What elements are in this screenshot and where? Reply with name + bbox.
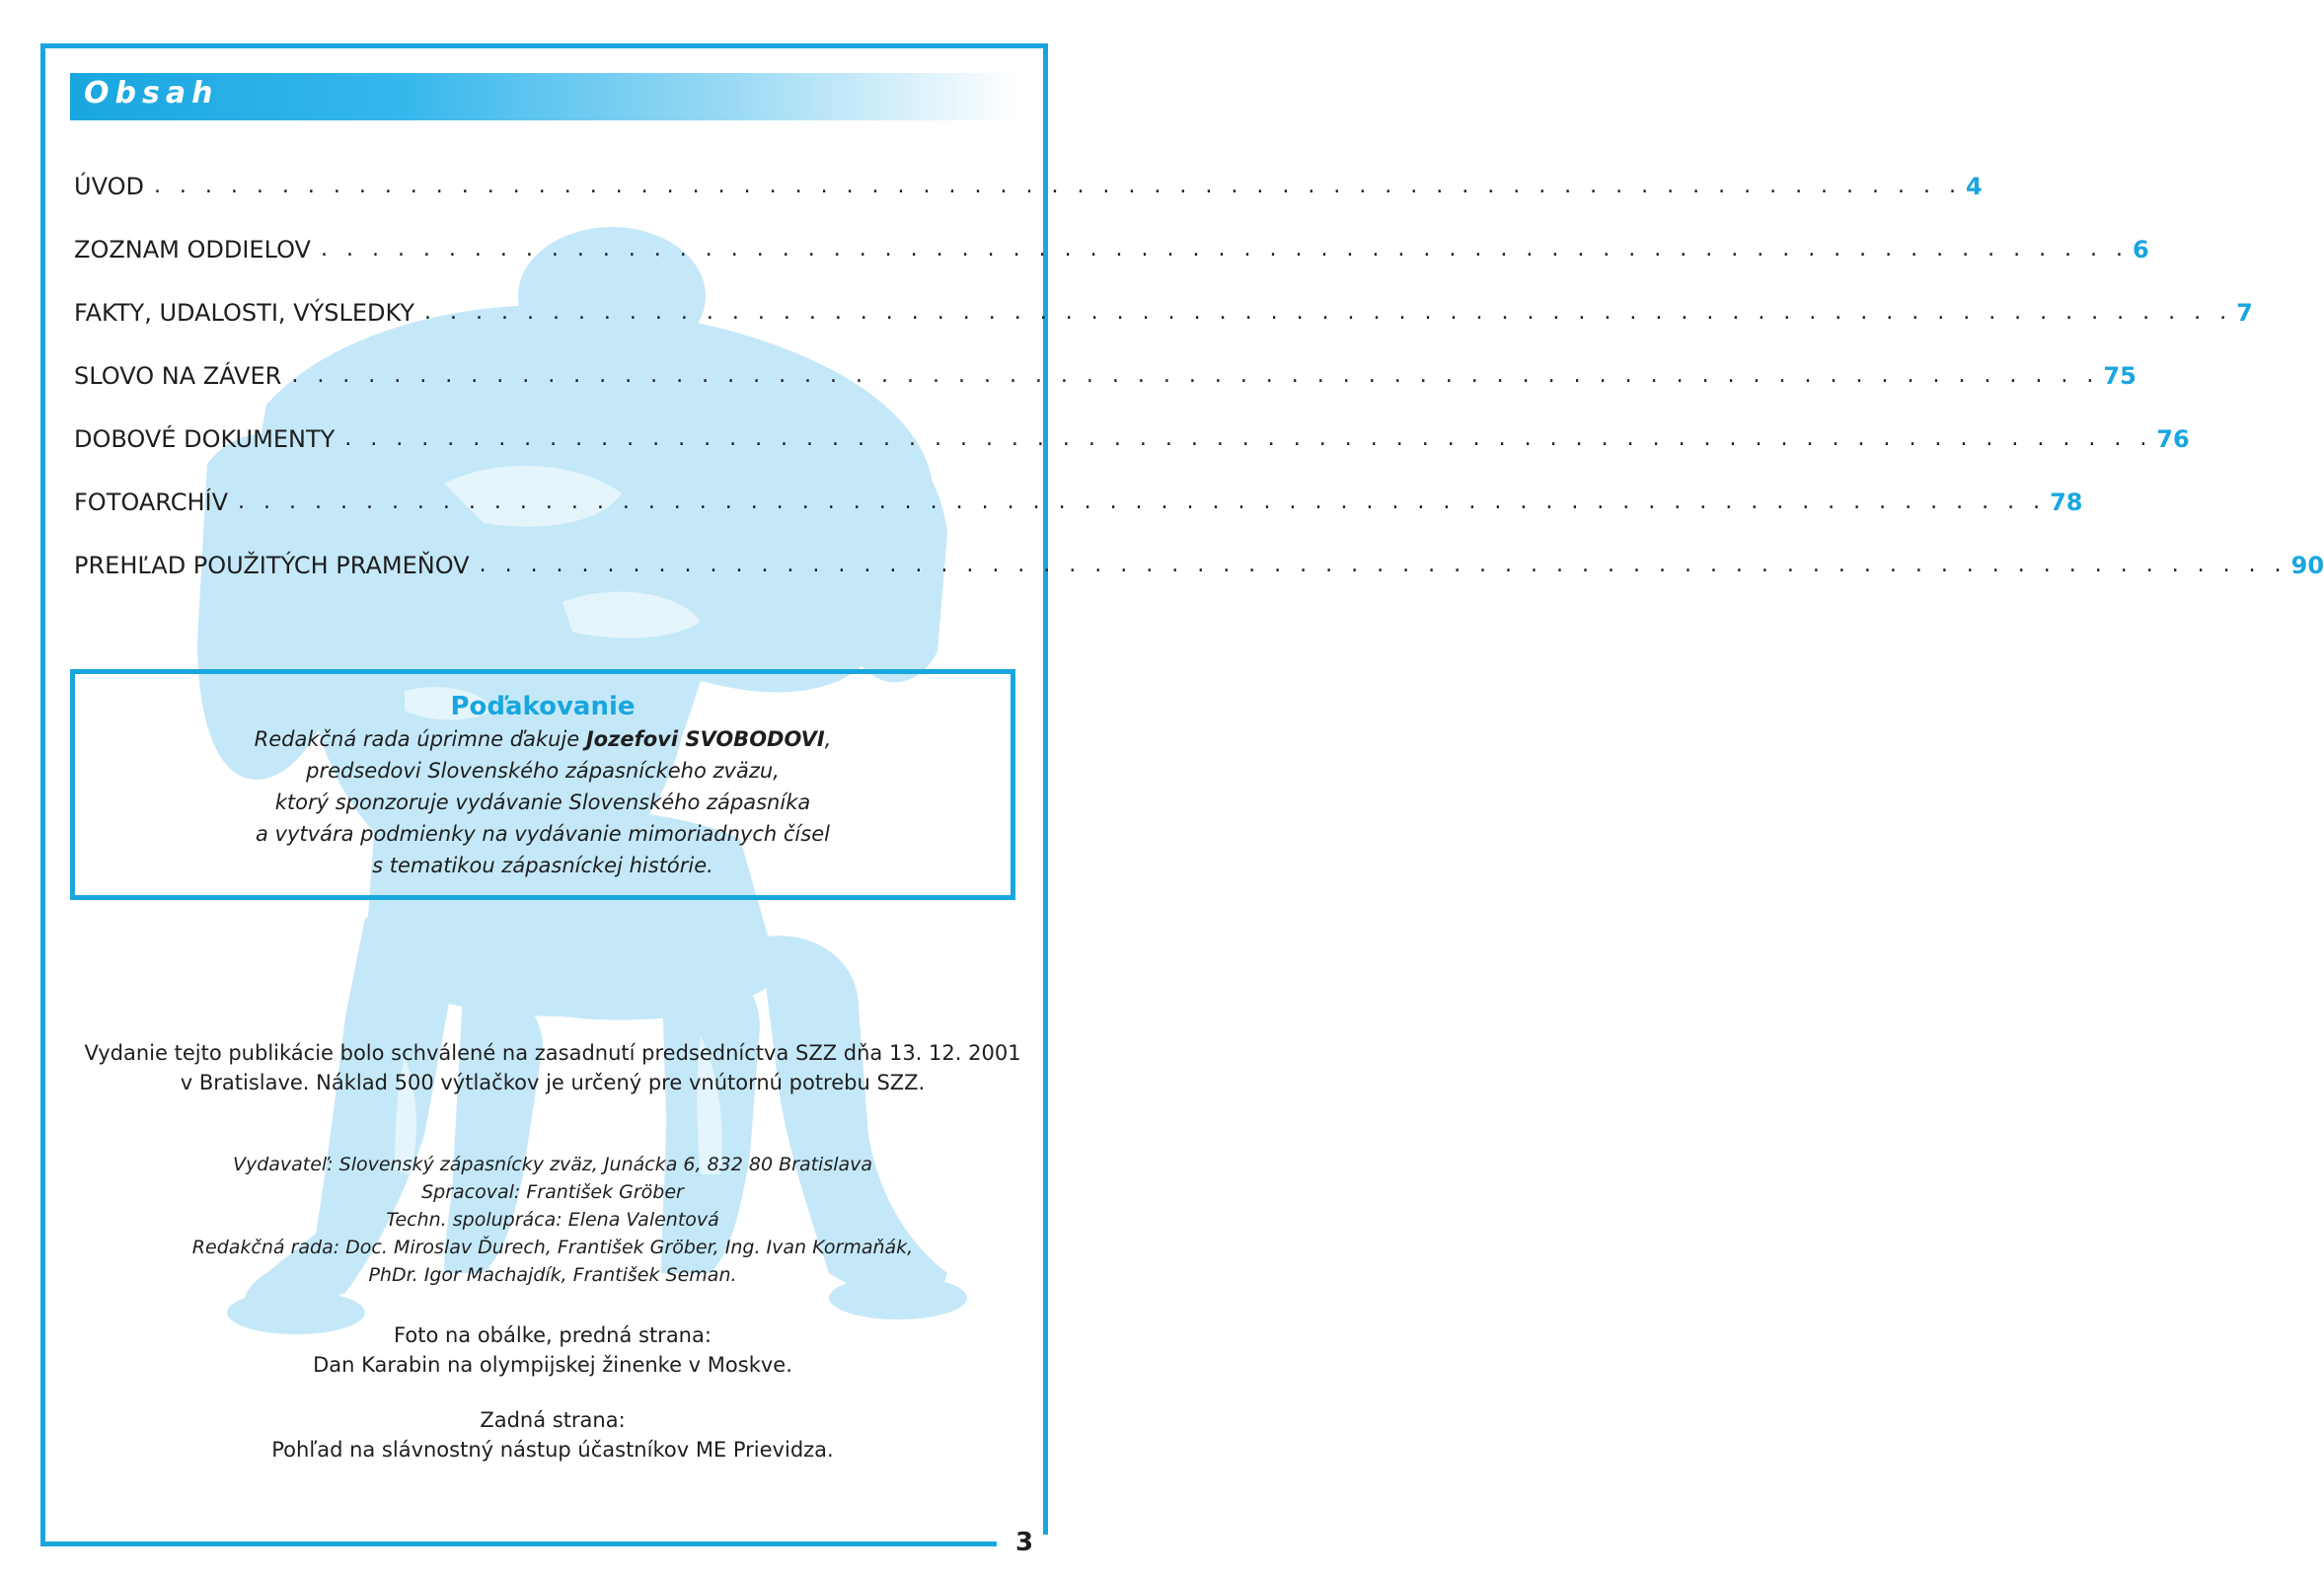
toc-entry-label: FAKTY, UDALOSTI, VÝSLEDKY — [74, 299, 415, 327]
acknowledgement-text — [75, 723, 1011, 881]
acknowledgement-prefix: Redakčná rada úprimne ďakuje — [254, 727, 586, 751]
acknowledgement-line — [75, 723, 1011, 755]
toc-entry-label: SLOVO NA ZÁVER — [74, 362, 282, 390]
acknowledged-person: Jozefovi SVOBODOVI — [585, 727, 825, 751]
back-cover-photo-caption — [59, 1405, 1046, 1465]
publication-credits — [59, 1151, 1046, 1289]
toc-entry[interactable] — [74, 264, 2253, 328]
toc-entry[interactable] — [74, 201, 2149, 264]
acknowledgement-line: a vytvára podmienky na vydávanie mimoriadnych čísel — [256, 822, 830, 846]
approval-line: Vydanie tejto publikácie bolo schválené na zasadnutí predsedníctva SZZ dňa 13. 12. 2001 — [84, 1041, 1021, 1065]
toc-leader-dots: . . . . . . . . . . . . . . . . . . . . . . . . . . . . . . . . . . . . . . . . . . . . . . . . . . . . . . . . . . . . . . . . . . . . . . . — [344, 426, 2153, 451]
toc-entry-label: PREHĽAD POUŽITÝCH PRAMEŇOV — [74, 552, 470, 579]
toc-entry[interactable] — [74, 328, 2137, 391]
toc-entry[interactable] — [74, 138, 1983, 201]
approval-line: v Bratislave. Náklad 500 výtlačkov je určený pre vnútornú potrebu SZZ. — [180, 1071, 926, 1094]
acknowledgement-line: s tematikou zápasníckej histórie. — [372, 854, 713, 877]
compiled-by-line: Spracoval: František Gröber — [421, 1181, 684, 1203]
technical-cooperation-line: Techn. spolupráca: Elena Valentová — [386, 1209, 719, 1231]
acknowledgement-box — [70, 669, 1015, 900]
acknowledgement-title: Poďakovanie — [450, 692, 636, 721]
toc-entry-label: ÚVOD — [74, 173, 144, 200]
toc-page-number: 7 — [2236, 299, 2253, 327]
publication-approval-note — [59, 1038, 1046, 1097]
editorial-board-line: PhDr. Igor Machajdík, František Seman. — [368, 1264, 737, 1286]
table-of-contents — [74, 138, 2324, 580]
acknowledgement-suffix: , — [824, 727, 832, 751]
toc-leader-dots: . . . . . . . . . . . . . . . . . . . . . . . . . . . . . . . . . . . . . . . . . . . . . . . . . . . . . . . . . . . . . . . . . . . . . . . — [291, 363, 2100, 388]
toc-leader-dots: . . . . . . . . . . . . . . . . . . . . . . . . . . . . . . . . . . . . . . . . . . . . . . . . . . . . . . . . . . . . . . . . . . . . . . . — [153, 174, 1962, 198]
caption-heading: Foto na obálke, predná strana: — [394, 1323, 712, 1347]
editorial-board-line: Redakčná rada: Doc. Miroslav Ďurech, František Gröber, Ing. Ivan Kormaňák, — [191, 1237, 914, 1258]
toc-leader-dots: . . . . . . . . . . . . . . . . . . . . . . . . . . . . . . . . . . . . . . . . . . . . . . . . . . . . . . . . . . . . . . . . . . . . . . . — [238, 489, 2047, 514]
toc-entry[interactable] — [74, 454, 2083, 517]
caption-text: Dan Karabin na olympijskej žinenke v Moskve. — [313, 1353, 792, 1377]
publisher-line: Vydavateľ: Slovenský zápasnícky zväz, Junácka 6, 832 80 Bratislava — [232, 1154, 873, 1175]
toc-leader-dots: . . . . . . . . . . . . . . . . . . . . . . . . . . . . . . . . . . . . . . . . . . . . . . . . . . . . . . . . . . . . . . . . . . . . . . . — [479, 553, 2287, 577]
toc-page-number: 6 — [2133, 236, 2149, 263]
acknowledgement-line: predsedovi Slovenského zápasníckeho zväzu, — [306, 759, 780, 783]
toc-page-number: 78 — [2050, 489, 2083, 516]
toc-page-number: 90 — [2290, 552, 2324, 579]
contents-header-bar — [70, 73, 1017, 120]
toc-entry-label: ZOZNAM ODDIELOV — [74, 236, 311, 263]
page-number: 3 — [1014, 1528, 1034, 1557]
contents-title: Obsah — [84, 76, 219, 111]
toc-leader-dots: . . . . . . . . . . . . . . . . . . . . . . . . . . . . . . . . . . . . . . . . . . . . . . . . . . . . . . . . . . . . . . . . . . . . . . . — [424, 300, 2233, 325]
toc-entry[interactable] — [74, 517, 2324, 580]
front-cover-photo-caption — [59, 1320, 1046, 1380]
toc-entry-label: FOTOARCHÍV — [74, 489, 229, 516]
toc-leader-dots: . . . . . . . . . . . . . . . . . . . . . . . . . . . . . . . . . . . . . . . . . . . . . . . . . . . . . . . . . . . . . . . . . . . . . . . — [320, 237, 2130, 262]
toc-entry[interactable] — [74, 391, 2190, 454]
acknowledgement-line: ktorý sponzoruje vydávanie Slovenského zápasníka — [274, 790, 811, 814]
toc-page-number: 4 — [1965, 173, 1983, 200]
toc-entry-label: DOBOVÉ DOKUMENTY — [74, 425, 336, 453]
caption-heading: Zadná strana: — [480, 1408, 626, 1432]
caption-text: Pohľad na slávnostný nástup účastníkov ME Prievidza. — [271, 1438, 834, 1462]
toc-page-number: 76 — [2156, 425, 2190, 453]
toc-page-number: 75 — [2103, 362, 2137, 390]
